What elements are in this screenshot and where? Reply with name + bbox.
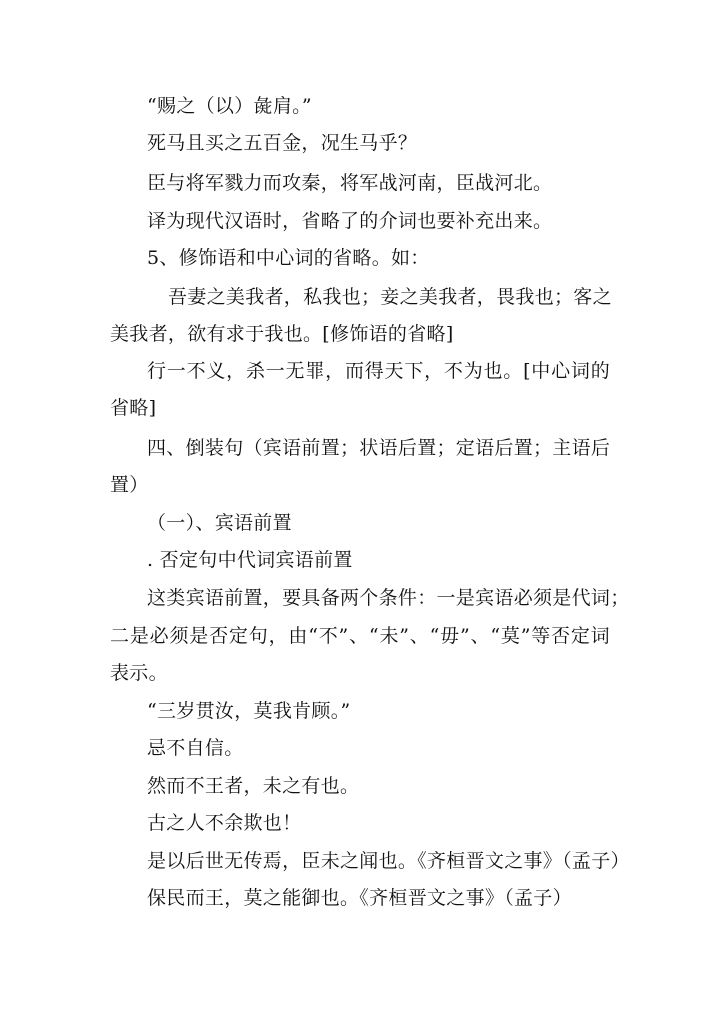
text-line: 表示。 xyxy=(110,662,168,684)
text-line: “赐之（以）彘肩。” xyxy=(147,95,312,117)
text-line: 美我者，欲有求于我也。[修饰语的省略] xyxy=(110,323,454,345)
text-line: 臣与将军戮力而攻秦，将军战河南，臣战河北。 xyxy=(147,172,553,194)
text-line: 是以后世无传焉，臣未之闻也。《齐桓晋文之事》（孟子） xyxy=(147,850,630,872)
text-line: 二是必须是否定句，由“不”、“未”、“毋”、“莫”等否定词 xyxy=(110,625,610,647)
text-line: 置） xyxy=(110,474,149,496)
text-line: 行一不义，杀一无罪，而得天下，不为也。[中心词的 xyxy=(147,360,610,382)
subsection-heading: . 否定句中代词宾语前置 xyxy=(147,549,353,571)
text-line: 译为现代汉语时，省略了的介词也要补充出来。 xyxy=(147,210,553,232)
text-line: 5、修饰语和中心词的省略。如： xyxy=(147,247,430,269)
text-line: “三岁贯汝，莫我肯顾。” xyxy=(147,700,351,722)
text-line: 忌不自信。 xyxy=(147,737,244,759)
text-line: 这类宾语前置，要具备两个条件：一是宾语必须是代词； xyxy=(147,587,630,609)
section-heading: （一）、宾语前置 xyxy=(147,512,292,534)
text-line: 吾妻之美我者，私我也；妾之美我者，畏我也；客之 xyxy=(168,286,612,308)
text-line: 保民而王，莫之能御也。《齐桓晋文之事》（孟子） xyxy=(147,887,572,909)
text-line: 然而不王者，未之有也。 xyxy=(147,775,360,797)
text-line: 死马且买之五百金，况生马乎？ xyxy=(147,132,418,154)
text-line: 省略] xyxy=(110,397,157,419)
text-line: 四、倒装句（宾语前置；状语后置；定语后置；主语后 xyxy=(147,437,611,459)
text-line: 古之人不余欺也！ xyxy=(147,812,302,834)
